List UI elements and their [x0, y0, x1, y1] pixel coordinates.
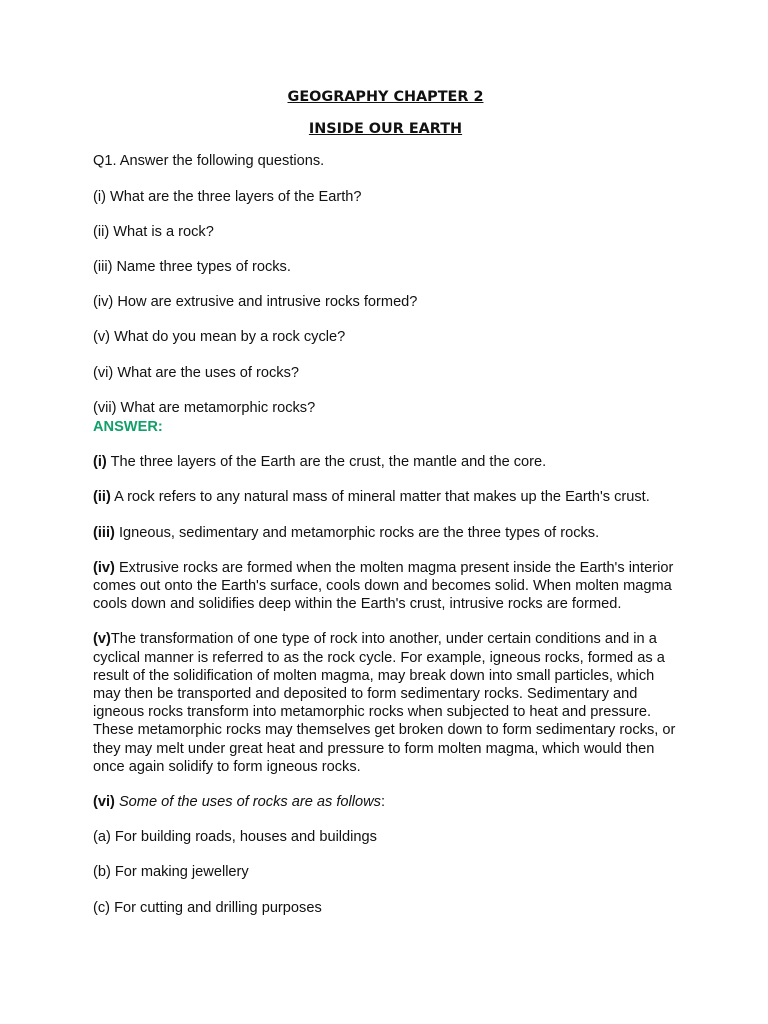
question-item: (v) What do you mean by a rock cycle? [93, 329, 346, 346]
question-item: (vii) What are metamorphic rocks? [93, 399, 316, 416]
answer-label: (v) [93, 631, 111, 648]
question-item: (iv) How are extrusive and intrusive rocks formed? [93, 294, 418, 311]
question-item: (ii) What is a rock? [93, 223, 214, 240]
answer-item [93, 488, 678, 506]
answer-heading: ANSWER: [93, 419, 163, 436]
answer-text: Igneous, sedimentary and metamorphic rocks are the three types of rocks. [114, 524, 600, 541]
use-item: (c) For cutting and drilling purposes [93, 899, 322, 916]
answer-text-italic: Some of the uses of rocks are as follows [114, 794, 381, 811]
answer-text: A rock refers to any natural mass of mineral matter that makes up the Earth's crust. [110, 489, 650, 506]
question-item: (iii) Name three types of rocks. [93, 259, 291, 276]
answer-text: The transformation of one type of rock into another, under certain conditions and in a cyclical manner is referred to as the rock cycle. For example, igneous rocks, formed as a result of the solidification of molten magma, may break down into small particles, which may then be transported and deposited to form sedimentary rocks. Sedimentary and igneous rocks transform into metamorphic rocks when subjected to heat and pressure. These metamorphic rocks may themselves get broken down to form sedimentary rocks, or they may melt under great heat and pressure to form molten magma, which would then once again solidify to form igneous rocks. [93, 631, 676, 775]
question-item: (i) What are the three layers of the Earth? [93, 188, 362, 205]
answer-label: (iii) [93, 524, 115, 541]
answer-item [93, 524, 678, 542]
question-item: (vi) What are the uses of rocks? [93, 364, 300, 381]
document-body [93, 88, 678, 934]
questions-heading: Q1. Answer the following questions. [93, 153, 325, 170]
use-item: (a) For building roads, houses and buildings [93, 829, 377, 846]
use-item: (b) For making jewellery [93, 864, 249, 881]
chapter-title: GEOGRAPHY CHAPTER 2 [287, 89, 484, 105]
answer-item [93, 453, 678, 471]
answer-label: (ii) [93, 489, 111, 506]
chapter-subtitle: INSIDE OUR EARTH [308, 121, 463, 138]
answer-label: (i) [93, 454, 107, 471]
answer-label: (iv) [93, 559, 115, 576]
answer-text: The three layers of the Earth are the crust, the mantle and the core. [106, 454, 547, 471]
answer-item [93, 559, 678, 614]
answer-text: : [380, 794, 386, 811]
answer-label: (vi) [93, 794, 115, 811]
answer-item [93, 793, 678, 811]
answer-item [93, 630, 678, 776]
answer-text: Extrusive rocks are formed when the molten magma present inside the Earth's interior comes out onto the Earth's surface, cools down and becomes solid. When molten magma cools down and solidifies deep within the Earth's crust, intrusive rocks are formed. [93, 559, 674, 613]
